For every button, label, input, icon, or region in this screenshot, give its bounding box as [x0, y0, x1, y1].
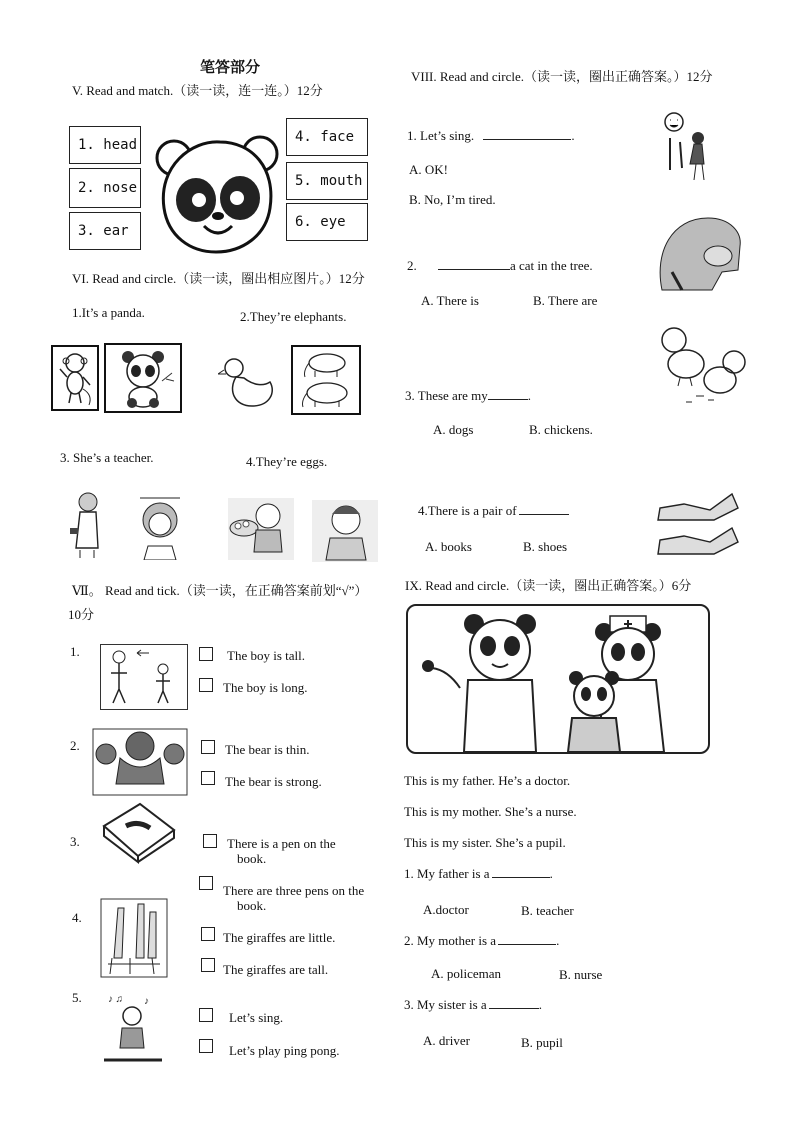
tick-box-a-pen[interactable] — [203, 834, 217, 848]
sec9-q2-option-a[interactable]: A. policeman — [431, 966, 502, 981]
tick-box-lets-sing[interactable] — [199, 1008, 213, 1022]
sec7-item3-option-a-line1: There is a pen on the — [227, 836, 336, 851]
word-box-ear[interactable]: 3. ear — [69, 212, 141, 250]
page-title: 笔答部分 — [200, 58, 261, 76]
shoes-picture — [654, 490, 740, 562]
sec9-q3-option-a[interactable]: A. driver — [423, 1033, 470, 1048]
section-9-heading: IX. Read and circle.（读一读，圈出正确答案。）6分 — [405, 578, 692, 593]
sec7-item4-option-b: The giraffes are tall. — [223, 962, 329, 977]
duck-picture[interactable] — [218, 350, 278, 410]
svg-text:♪: ♪ — [144, 996, 149, 1007]
sec8-q1-stem: 1. Let’s sing. . — [407, 128, 575, 143]
sec8-q3-stem: 3. These are my . — [405, 388, 532, 403]
girl-picture[interactable] — [134, 490, 186, 560]
boy-with-eggs-picture[interactable] — [226, 496, 296, 562]
tick-box-boy-long[interactable] — [199, 678, 213, 692]
singing-boy-picture — [100, 988, 166, 1064]
book-with-pen-picture — [100, 800, 178, 864]
tick-box-giraffes-little[interactable] — [201, 927, 215, 941]
word-box-head[interactable]: 1. head — [69, 126, 141, 164]
sec6-q4-text: 4.They’re eggs. — [246, 454, 328, 469]
tick-box-ping-pong[interactable] — [199, 1039, 213, 1053]
section-7-heading: Ⅶ。 Read and tick.（读一读，在正确答案前划“√”） — [72, 583, 368, 598]
sec7-item2-number: 2. — [70, 738, 80, 753]
sec9-q1-stem: 1. My father is a . — [404, 866, 553, 881]
svg-text:♪ ♫: ♪ ♫ — [108, 994, 123, 1005]
panda-face-image — [152, 118, 282, 258]
sec8-q3-option-b[interactable]: B. chickens. — [529, 422, 593, 437]
sec7-item4-number: 4. — [72, 910, 82, 925]
tick-box-bear-strong[interactable] — [201, 771, 215, 785]
sec9-q2-option-b[interactable]: B. nurse — [559, 967, 603, 982]
sec7-item2-option-b: The bear is strong. — [225, 774, 322, 789]
word-box-nose[interactable]: 2. nose — [69, 168, 141, 208]
teacher-picture[interactable] — [66, 488, 106, 560]
word-box-face[interactable]: 4. face — [286, 118, 368, 156]
sec9-q3-option-b[interactable]: B. pupil — [521, 1035, 563, 1050]
sec7-item5-option-a: Let’s sing. — [229, 1010, 284, 1025]
sec7-item3-option-b-line2: book. — [237, 898, 267, 913]
sec9-q3-stem: 3. My sister is a . — [404, 997, 542, 1012]
monkey-picture[interactable] — [51, 345, 99, 411]
tick-box-bear-thin[interactable] — [201, 740, 215, 754]
sec8-q1-option-b[interactable]: B. No, I’m tired. — [409, 192, 496, 207]
sec8-q3-option-a[interactable]: A. dogs — [433, 422, 474, 437]
elephants-picture[interactable] — [291, 345, 361, 415]
sec9-sentence-3: This is my sister. She’s a pupil. — [404, 835, 566, 850]
sec8-q2-option-a[interactable]: A. There is — [421, 293, 479, 308]
strong-bear-picture — [92, 728, 188, 796]
sec6-q3-text: 3. She’s a teacher. — [60, 450, 154, 465]
section-8-heading: VIII. Read and circle.（读一读，圈出正确答案。）12分 — [411, 69, 713, 84]
panda-family-picture — [406, 604, 710, 754]
sec7-item4-option-a: The giraffes are little. — [223, 930, 336, 945]
sec6-q2-text: 2.They’re elephants. — [240, 309, 347, 324]
sec8-q2-option-b[interactable]: B. There are — [533, 293, 598, 308]
sec9-sentence-2: This is my mother. She’s a nurse. — [404, 804, 577, 819]
sec8-q4-stem: 4.There is a pair of — [418, 503, 569, 519]
tired-man-picture — [660, 108, 726, 186]
sec7-item1-option-a: The boy is tall. — [227, 648, 305, 663]
cat-in-tree-picture — [652, 212, 744, 292]
sec7-item3-option-b-line1: There are three pens on the — [223, 883, 365, 898]
section-5-heading: V. Read and match.（读一读，连一连。）12分 — [72, 83, 323, 98]
tick-box-boy-tall[interactable] — [199, 647, 213, 661]
section-7-points: 10分 — [68, 607, 95, 622]
sec7-item5-option-b: Let’s play ping pong. — [229, 1043, 340, 1058]
section-6-heading: VI. Read and circle.（读一读，圈出相应图片。）12分 — [72, 271, 365, 286]
panda-picture[interactable] — [104, 343, 182, 413]
sec8-q2-stem: 2. a cat in the tree. — [407, 258, 593, 273]
sec7-item3-option-a-line2: book. — [237, 851, 267, 866]
girl-eating-picture[interactable] — [310, 498, 380, 564]
sec7-item3-number: 3. — [70, 834, 80, 849]
sec7-item1-option-b: The boy is long. — [223, 680, 308, 695]
giraffes-picture — [100, 898, 168, 978]
sec8-q1-option-a[interactable]: A. OK! — [409, 162, 448, 177]
word-box-mouth[interactable]: 5. mouth — [286, 162, 368, 200]
word-box-eye[interactable]: 6. eye — [286, 203, 368, 241]
sec9-q1-option-b[interactable]: B. teacher — [521, 903, 574, 918]
sec8-q4-option-a[interactable]: A. books — [425, 539, 472, 554]
sec9-sentence-1: This is my father. He’s a doctor. — [404, 773, 571, 788]
tick-box-giraffes-tall[interactable] — [201, 958, 215, 972]
chickens-picture — [656, 322, 748, 406]
tick-box-three-pens[interactable] — [199, 876, 213, 890]
sec7-item2-option-a: The bear is thin. — [225, 742, 310, 757]
sec6-q1-text: 1.It’s a panda. — [72, 305, 145, 320]
sec7-item1-number: 1. — [70, 644, 80, 659]
boys-height-picture — [100, 644, 188, 710]
sec7-item5-number: 5. — [72, 990, 82, 1005]
sec9-q2-stem: 2. My mother is a . — [404, 933, 560, 948]
sec9-q1-option-a[interactable]: A.doctor — [423, 902, 469, 917]
sec8-q4-option-b[interactable]: B. shoes — [523, 539, 568, 554]
